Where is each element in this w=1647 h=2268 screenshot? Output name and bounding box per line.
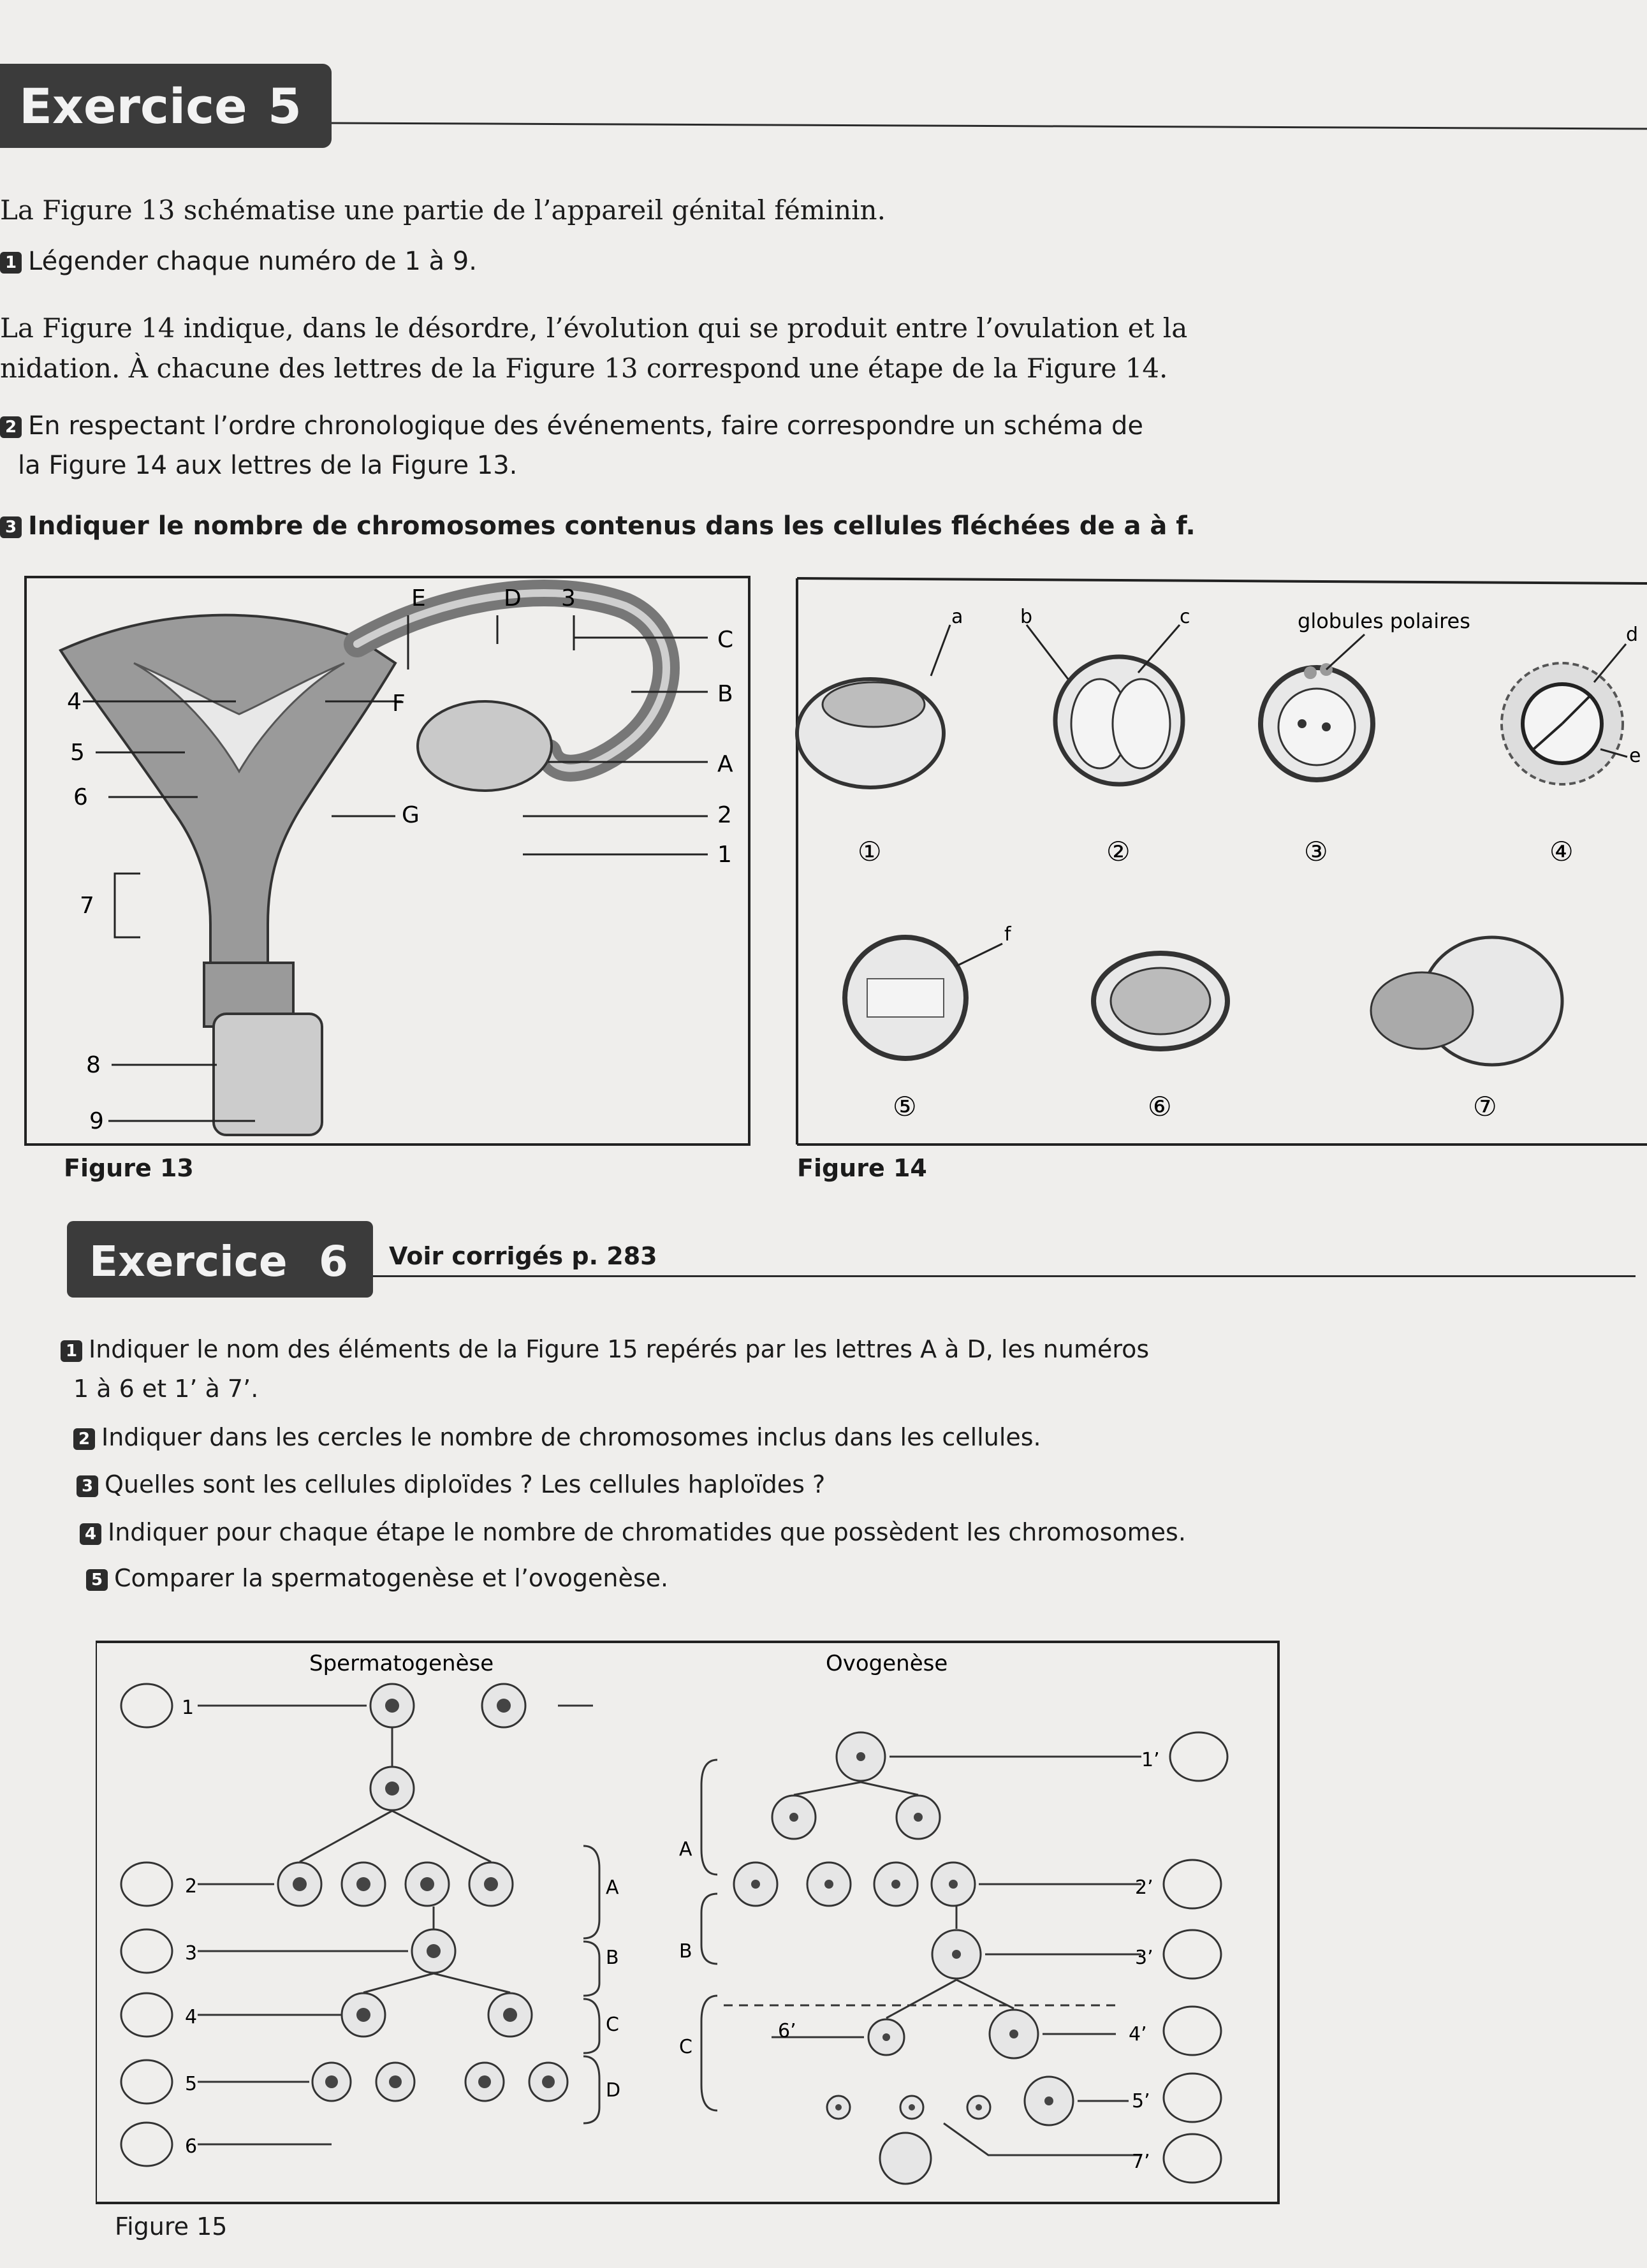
- fig13-letter-B: B: [717, 681, 733, 707]
- fig13-letter-C: C: [717, 627, 734, 653]
- ex5-question-2b: la Figure 14 aux lettres de la Figure 13.: [18, 451, 518, 480]
- ex6-question-4: [80, 1514, 1186, 1550]
- ovo-cells: [734, 1732, 1073, 2184]
- vagina: [214, 1014, 322, 1135]
- ex6-question-1a: [61, 1331, 1149, 1367]
- question-1-badge: 1: [0, 252, 22, 274]
- fig13-letter-D: D: [504, 585, 522, 611]
- figure-15-caption: Figure 15: [115, 2213, 228, 2241]
- ovo-answer-circles: [1164, 1732, 1227, 2183]
- exercise-5-header: [0, 64, 332, 148]
- ovo-number-6: 6’: [778, 2020, 796, 2042]
- stage-2-number: ②: [1106, 836, 1131, 867]
- ovo-brackets: [701, 1760, 717, 2111]
- header-6-rule: [373, 1275, 1636, 1277]
- fig14-label-a: a: [951, 606, 963, 628]
- sperm-number-5: 5: [185, 2073, 198, 2095]
- figure-14-caption: Figure 14: [797, 1154, 927, 1182]
- exercise-6-label: Exercice: [89, 1237, 288, 1286]
- exercise-6-see-corriges: Voir corrigés p. 283: [389, 1242, 657, 1270]
- ex6-question-5: [86, 1560, 668, 1596]
- ex6-q4-text: Indiquer pour chaque étape le nombre de chromatides que possèdent les chromosomes.: [108, 1518, 1186, 1546]
- figure-14-arrows: [931, 625, 1627, 966]
- ex5-question-1: [0, 244, 477, 279]
- stage-7-number: ⑦: [1473, 1091, 1497, 1122]
- sperm-answer-circles: [121, 1684, 172, 2166]
- question-3-badge: 3: [0, 516, 22, 538]
- figure-13-caption: Figure 13: [64, 1154, 194, 1182]
- bracket-B-left: B: [679, 1940, 692, 1963]
- ovo-number-7: 7’: [1132, 2151, 1150, 2173]
- ex6-q5-badge: 5: [86, 1569, 108, 1591]
- exercise-6-header: [67, 1221, 373, 1298]
- sperm-cells: [278, 1684, 567, 2101]
- ex5-intro-2a: La Figure 14 indique, dans le désordre, l’évolution qui se produit entre l’ovulation et la: [0, 312, 1188, 344]
- ovo-title: Ovogenèse: [826, 1651, 948, 1676]
- exercise-6-number: 6: [319, 1237, 348, 1286]
- bracket-B-right: B: [606, 1947, 619, 1969]
- stage-3-number: ③: [1304, 836, 1328, 867]
- ovo-number-4: 4’: [1129, 2023, 1147, 2045]
- ex6-q2-badge: 2: [73, 1428, 95, 1450]
- ex6-question-1b: 1 à 6 et 1’ à 7’.: [73, 1375, 259, 1403]
- exercise-5-label: Exercice: [19, 78, 247, 135]
- stage-6-number: ⑥: [1148, 1091, 1172, 1122]
- ovary: [418, 701, 552, 791]
- fig13-number-8: 8: [86, 1052, 101, 1078]
- ex6-q3-text: Quelles sont les cellules diploïdes ? Les cellules haploïdes ?: [105, 1470, 826, 1498]
- fig13-number-6: 6: [73, 784, 88, 810]
- question-2-text-a: En respectant l’ordre chronologique des événements, faire correspondre un schéma de: [28, 411, 1143, 441]
- ovo-number-5: 5’: [1132, 2090, 1150, 2112]
- figure-13: [0, 567, 765, 1154]
- bracket-D-right: D: [606, 2079, 621, 2102]
- ovo-number-3: 3’: [1135, 1947, 1153, 1969]
- fig13-number-3: 3: [561, 585, 576, 611]
- ex6-q2-text: Indiquer dans les cercles le nombre de chromosomes inclus dans les cellules.: [101, 1423, 1041, 1451]
- ex6-q3-badge: 3: [77, 1475, 98, 1497]
- sperm-brackets: [583, 1846, 599, 2123]
- figure-14: [772, 577, 1647, 1151]
- fig13-number-2: 2: [717, 802, 732, 828]
- fig13-number-7: 7: [80, 893, 94, 919]
- fig13-letter-G: G: [402, 802, 420, 828]
- sperm-number-6: 6: [185, 2135, 198, 2158]
- ex5-intro-1: La Figure 13 schématise une partie de l’appareil génital féminin.: [0, 194, 886, 226]
- ex5-intro-2b: nidation. À chacune des lettres de la Figure 13 correspond une étape de la Figure 14.: [0, 353, 1168, 384]
- sperm-number-1: 1: [182, 1697, 194, 1719]
- uterus-outline: [61, 615, 395, 976]
- stage-1-number: ①: [858, 836, 882, 867]
- fig13-letter-A: A: [717, 751, 733, 777]
- ovo-number-1: 1’: [1141, 1749, 1160, 1771]
- fig13-number-9: 9: [89, 1108, 104, 1134]
- fig13-letter-F: F: [392, 691, 406, 717]
- question-2-badge: 2: [0, 416, 22, 438]
- fig14-globules-label: globules polaires: [1298, 609, 1470, 633]
- ovo-number-2: 2’: [1135, 1877, 1153, 1899]
- bracket-C-left: C: [679, 2036, 692, 2058]
- fig13-letter-E: E: [411, 585, 426, 611]
- stage-4-number: ④: [1549, 836, 1574, 867]
- fig14-label-d: d: [1626, 624, 1639, 646]
- stage-5-number: ⑤: [893, 1091, 917, 1122]
- ex6-q1-text: Indiquer le nom des éléments de la Figure 15 repérés par les lettres A à D, les numéros: [89, 1335, 1150, 1363]
- sperm-title: Spermatogenèse: [309, 1651, 494, 1676]
- fig14-label-f: f: [1004, 923, 1011, 946]
- fig13-number-1: 1: [717, 842, 732, 868]
- fig14-label-b: b: [1020, 606, 1033, 628]
- fig13-number-5: 5: [70, 740, 85, 766]
- question-3-text: Indiquer le nombre de chromosomes contenus dans les cellules fléchées de a à f.: [28, 511, 1196, 541]
- ex5-question-3: [0, 508, 1196, 544]
- fig13-number-4: 4: [67, 689, 82, 715]
- sperm-number-3: 3: [185, 1942, 198, 1964]
- ex6-q5-text: Comparer la spermatogenèse et l’ovogenèse.: [114, 1564, 669, 1592]
- sperm-number-2: 2: [185, 1875, 198, 1898]
- ex6-question-3: [77, 1467, 825, 1502]
- question-1-text: Légender chaque numéro de 1 à 9.: [28, 247, 477, 276]
- bracket-A-left: A: [679, 1838, 692, 1861]
- ex6-q1-badge: 1: [61, 1340, 82, 1362]
- fig14-label-e: e: [1629, 745, 1641, 767]
- ex5-question-2a: [0, 408, 1143, 444]
- bracket-C-right: C: [606, 2014, 619, 2036]
- ex6-q4-badge: 4: [80, 1523, 101, 1545]
- bracket-A-right: A: [606, 1877, 619, 1899]
- exercise-5-number: 5: [268, 78, 302, 135]
- header-rule: [332, 122, 1647, 129]
- figure-15: [96, 1639, 1294, 2213]
- ex6-question-2: [73, 1419, 1041, 1455]
- fig14-label-c: c: [1180, 606, 1190, 628]
- figure-15-frame: [96, 1642, 1278, 2203]
- sperm-number-4: 4: [185, 2006, 198, 2028]
